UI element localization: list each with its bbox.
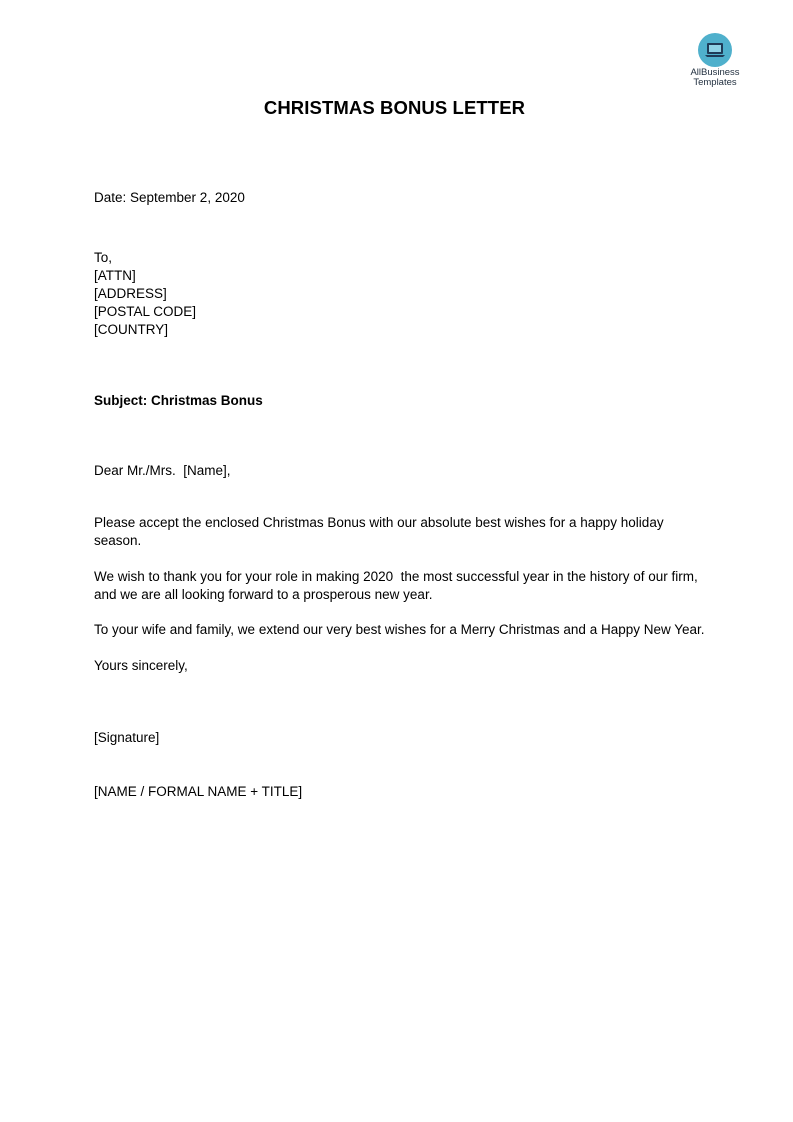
recipient-line: [ADDRESS]	[94, 286, 167, 301]
logo-text-line2: Templates	[693, 77, 737, 88]
laptop-icon	[698, 33, 732, 67]
recipient-line: To,	[94, 250, 113, 265]
name-title-placeholder: [NAME / FORMAL NAME + TITLE]	[94, 784, 303, 799]
recipient-line: [POSTAL CODE]	[94, 304, 197, 319]
letter-closing: Yours sincerely,	[94, 658, 188, 673]
body-paragraph: To your wife and family, we extend our very best wishes for a Merry Christmas and a Happy New Year.	[94, 622, 705, 637]
letter-date: Date: September 2, 2020	[94, 190, 245, 205]
recipient-line: [ATTN]	[94, 268, 136, 283]
body-paragraph: We wish to thank you for your role in making 2020 the most successful year in the history of our firm, and we are all looking forward to a prosperous new year.	[94, 569, 702, 602]
company-logo	[683, 33, 747, 88]
letter-title: CHRISTMAS BONUS LETTER	[263, 97, 526, 118]
letter-subject: Subject: Christmas Bonus	[94, 393, 263, 408]
recipient-line: [COUNTRY]	[94, 322, 169, 337]
body-paragraph: Please accept the enclosed Christmas Bonus with our absolute best wishes for a happy holiday season.	[94, 515, 664, 548]
signature-placeholder: [Signature]	[94, 730, 160, 745]
letter-salutation: Dear Mr./Mrs. [Name],	[94, 463, 231, 478]
logo-text-line1: AllBusiness	[690, 67, 740, 78]
